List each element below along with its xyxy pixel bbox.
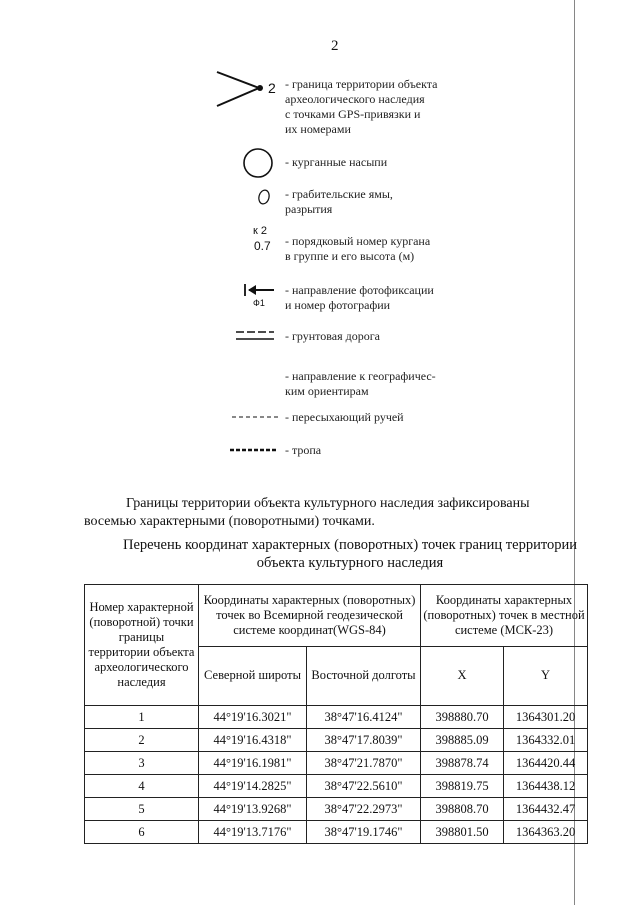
table-row [85, 821, 588, 844]
cell-y: 1364438.12 [504, 775, 588, 798]
cell-point-number: 1 [85, 706, 199, 729]
cell-point-number: 6 [85, 821, 199, 844]
cell-x: 398878.74 [421, 752, 504, 775]
legend-text-dirt-road: - грунтовая дорога [285, 329, 380, 343]
cell-y: 1364432.47 [504, 798, 588, 821]
subheader-y: Y [504, 646, 588, 706]
legend-text-pits: - грабительские ямы, разрытия [285, 187, 393, 216]
path-symbol [230, 447, 278, 453]
mound-number-symbol-top: к 2 [253, 225, 267, 237]
table-row [85, 775, 588, 798]
cell-latitude: 44°19'14.2825" [199, 775, 307, 798]
cell-latitude: 44°19'13.9268" [199, 798, 307, 821]
coordinates-table [84, 584, 588, 844]
legend-text-path: - тропа [285, 443, 322, 457]
subheader-east-longitude: Восточной долготы [307, 646, 421, 706]
header-wgs84: Координаты характерных (поворотных) точек во Всемирной геодезической системе координат(WGS-84) [199, 585, 421, 647]
cell-x: 398808.70 [421, 798, 504, 821]
cell-latitude: 44°19'13.7176" [199, 821, 307, 844]
table-row [85, 798, 588, 821]
mound-number-symbol-bottom: 0.7 [254, 239, 271, 253]
dirt-road-symbol [236, 329, 274, 341]
subheader-north-latitude: Северной широты [199, 646, 307, 706]
stream-symbol [232, 414, 278, 420]
header-point-number: Номер характерной (поворотной) точки границы территории объекта археологического наследия [85, 585, 199, 706]
cell-point-number: 3 [85, 752, 199, 775]
cell-longitude: 38°47'19.1746" [307, 821, 421, 844]
legend-text-boundary: - граница территории объекта археологического наследия с точками GPS-привязки и их номерами [285, 77, 438, 136]
cell-y: 1364363.20 [504, 821, 588, 844]
header-msk23: Координаты характерных (поворотных) точек в местной системе (МСК-23) [421, 585, 588, 647]
cell-latitude: 44°19'16.4318" [199, 729, 307, 752]
cell-latitude: 44°19'16.1981" [199, 752, 307, 775]
cell-longitude: 38°47'22.2973" [307, 798, 421, 821]
photo-number-label: Ф1 [253, 298, 265, 308]
page-number: 2 [331, 38, 339, 54]
cell-y: 1364301.20 [504, 706, 588, 729]
cell-latitude: 44°19'16.3021" [199, 706, 307, 729]
cell-y: 1364332.01 [504, 729, 588, 752]
table-row [85, 752, 588, 775]
table-row [85, 706, 588, 729]
legend-text-mound-number: - порядковый номер кургана в группе и его высота (м) [285, 234, 431, 263]
cell-point-number: 4 [85, 775, 199, 798]
legend-text-photo: - направление фотофиксации и номер фотографии [285, 283, 434, 312]
boundary-point-number: 2 [268, 80, 276, 96]
cell-y: 1364420.44 [504, 752, 588, 775]
coordinates-heading-line2: объекта культурного наследия [256, 555, 444, 571]
table-row [85, 729, 588, 752]
legend-text-stream: - пересыхающий ручей [285, 410, 404, 424]
cell-longitude: 38°47'16.4124" [307, 706, 421, 729]
cell-longitude: 38°47'17.8039" [307, 729, 421, 752]
cell-x: 398819.75 [421, 775, 504, 798]
cell-longitude: 38°47'22.5610" [307, 775, 421, 798]
cell-point-number: 2 [85, 729, 199, 752]
legend-text-mounds: - курганные насыпи [285, 155, 388, 169]
subheader-x: X [421, 646, 504, 706]
mound-circle-icon [242, 147, 274, 179]
photo-direction-arrow-icon [244, 283, 276, 297]
coordinates-heading-line1: Перечень координат характерных (поворотных) точек границ территории [122, 537, 578, 553]
boundary-paragraph-line1: Границы территории объекта культурного наследия зафиксированы [126, 496, 530, 511]
cell-x: 398801.50 [421, 821, 504, 844]
cell-x: 398885.09 [421, 729, 504, 752]
boundary-paragraph-line2: восемью характерными (поворотными) точками. [84, 514, 375, 529]
pit-icon [256, 187, 272, 207]
cell-longitude: 38°47'21.7870" [307, 752, 421, 775]
cell-point-number: 5 [85, 798, 199, 821]
cell-x: 398880.70 [421, 706, 504, 729]
coordinates-heading [60, 536, 640, 572]
legend-text-geo-direction: - направление к географичес- ким ориентирам [285, 369, 436, 398]
